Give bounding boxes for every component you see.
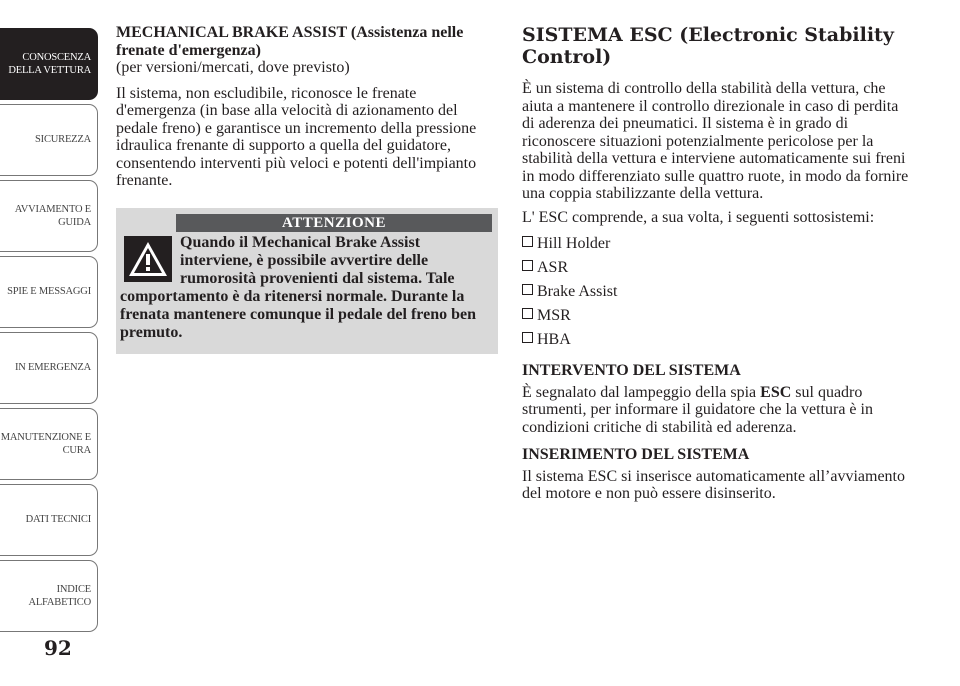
- tab-dati-tecnici[interactable]: DATI TECNICI: [0, 484, 98, 556]
- intervento-body: È segnalato dal lampeggio della spia ESC sul quadro strumenti, per informare il guidatore che la vettura è in condizioni critiche di stabilità ed aderenza.: [522, 383, 873, 436]
- mba-body: Il sistema, non escludibile, riconosce le frenate d'emergenza (in base alla velocità di azionamento del pedale freno) e garantisce un incremento della pressione idraulica frenante di supporto a quella del guidatore, consentendo interventi più veloci e potenti dell'impianto frenante.: [116, 84, 477, 189]
- tab-manutenzione-e-cura[interactable]: MANUTENZIONE E CURA: [0, 408, 98, 480]
- list-item: MSR: [522, 304, 914, 328]
- mba-title: MECHANICAL BRAKE ASSIST (Assistenza nelle frenate d'emergenza): [116, 24, 464, 59]
- tab-avviamento-e-guida[interactable]: AVVIAMENTO E GUIDA: [0, 180, 98, 252]
- subsystems-list: [522, 232, 914, 352]
- list-item: Hill Holder: [522, 232, 914, 256]
- inserimento-title: INSERIMENTO DEL SISTEMA: [522, 446, 750, 463]
- list-item: ASR: [522, 256, 914, 280]
- left-column: [116, 24, 500, 354]
- right-column: [522, 24, 914, 509]
- esc-subsystems-intro: L' ESC comprende, a sua volta, i seguenti sottosistemi:: [522, 208, 875, 226]
- tab-conoscenza-della-vettura[interactable]: CONOSCENZA DELLA VETTURA: [0, 28, 98, 100]
- tab-sicurezza[interactable]: SICUREZZA: [0, 104, 98, 176]
- checkbox-icon: [522, 260, 533, 271]
- esc-title: SISTEMA ESC (Electronic Stability Control): [522, 24, 894, 68]
- tab-in-emergenza[interactable]: IN EMERGENZA: [0, 332, 98, 404]
- list-item: Brake Assist: [522, 280, 914, 304]
- warning-text: Quando il Mechanical Brake Assist interviene, è possibile avvertire delle rumorosità provenienti dal sistema. Tale comportamento è da ritenersi normale. Durante la frenata mantenere comunque il pedale del freno ben premuto.: [120, 233, 476, 341]
- page-number: 92: [44, 636, 72, 660]
- intervento-title: INTERVENTO DEL SISTEMA: [522, 362, 741, 379]
- checkbox-icon: [522, 308, 533, 319]
- mba-subtitle: (per versioni/mercati, dove previsto): [116, 59, 350, 76]
- warning-heading: ATTENZIONE: [176, 214, 492, 232]
- list-item: HBA: [522, 328, 914, 352]
- warning-box: [116, 208, 498, 354]
- esc-intro: È un sistema di controllo della stabilità della vettura, che aiuta a mantenere il controllo direzionale in caso di perdita di aderenza dei pneumatici. Il sistema è in grado di riconoscere situazioni potenzialmente pericolose per la stabilità della vettura e interviene automaticamente sui freni in modo differenziato sulle quattro ruote, in modo da fornire una coppia stabilizzante della vettura.: [522, 80, 909, 202]
- checkbox-icon: [522, 332, 533, 343]
- warning-triangle-icon: [124, 236, 172, 282]
- esc-label: ESC: [760, 383, 792, 401]
- tab-spie-e-messaggi[interactable]: SPIE E MESSAGGI: [0, 256, 98, 328]
- checkbox-icon: [522, 236, 533, 247]
- tab-indice-alfabetico[interactable]: INDICE ALFABETICO: [0, 560, 98, 632]
- inserimento-body: Il sistema ESC si inserisce automaticamente all’avviamento del motore e non può essere disinserito.: [522, 467, 905, 502]
- checkbox-icon: [522, 284, 533, 295]
